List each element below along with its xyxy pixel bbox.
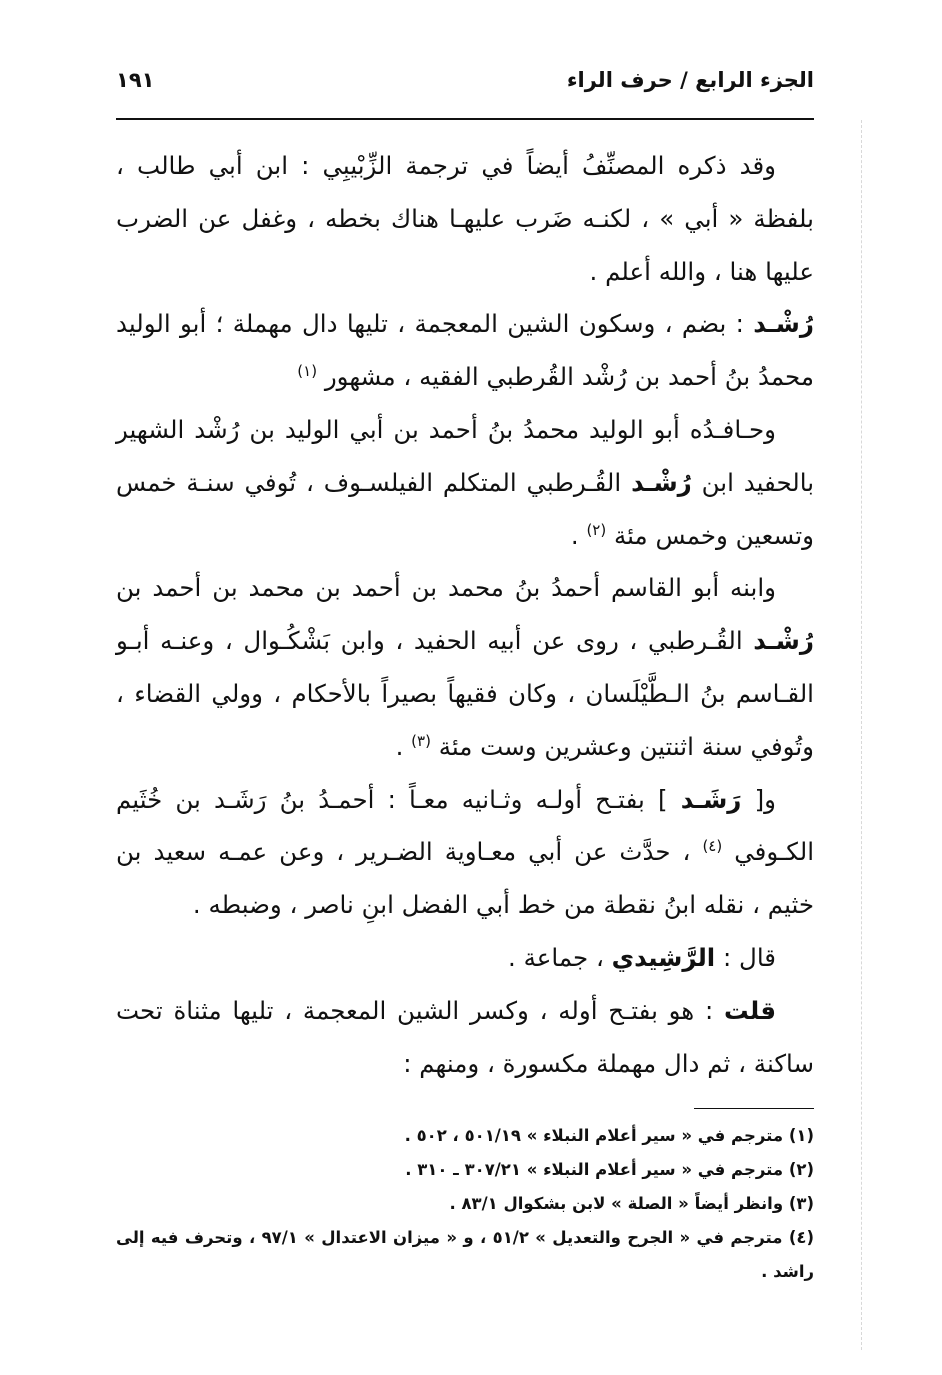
- paragraph-4: [116, 562, 814, 773]
- paragraph-6: قال : الرَّشِيدي ، جماعة .: [508, 942, 776, 972]
- footnote-ref-4[interactable]: (٤): [702, 837, 723, 856]
- footnote-ref-3[interactable]: (٣): [411, 731, 431, 750]
- footnote-4: (٤) مترجم في « الجرح والتعديل » ٥١/٢ ، و « ميزان الاعتدال » ٩٧/١ ، وتحرف فيه إلى راشد .: [116, 1228, 814, 1282]
- paragraph-5: [116, 774, 814, 932]
- scan-margin-line: [861, 120, 862, 1350]
- footnotes: [116, 1119, 814, 1289]
- footnote-2: (٢) مترجم في « سير أعلام النبلاء » ٣٠٧/٢١ ـ ٣١٠ .: [405, 1160, 814, 1180]
- footnote-ref-2[interactable]: (٢): [586, 520, 607, 539]
- paragraph-3-text: وحـافـدُه أبو الوليد محمدُ بنُ أحمد بن أبي الوليد بن رُشْد الشهير بالحفيد ابن رُشْـد القُـرطبي المتكلم الفيلسـوف ، تُوفي سنـة خمس وتسعين وخمس مئة: [116, 414, 815, 550]
- paragraph-4-period: .: [395, 731, 404, 761]
- main-text: [116, 140, 814, 1090]
- paragraph-1: وقد ذكره المصنِّفُ أيضاً في ترجمة الزِّبْيبِي : ابن أبي طالب ، بلفظة « أبي » ، لكنـه ضَرب عليهـا هناك بخطه ، وغفل عن الضرب عليها هنا ، والله أعلم .: [116, 151, 814, 286]
- paragraph-3-period: .: [570, 520, 579, 550]
- paragraph-5-text-a: و[ رَشَـد ] بفتـح أولـه وثـانيه معـاً : أحمـدُ بنُ رَشَـد بن خُثَيم الكـوفي: [116, 784, 815, 867]
- paragraph-4-text: وابنه أبو القاسم أحمدُ بنُ محمد بن أحمد بن محمد بن أحمد بن رُشْـد القُـرطبي ، روى عن أبيه الحفيد ، وابن بَشْكُـوال ، وعنـه أبـو القـاسم بنُ الـطَّيْلَسان ، وكان فقيهاً بصيراً بالأحكام ، وولي القضاء ، وتُوفي سنة اثنتين وعشرين وست مئة: [116, 573, 814, 761]
- footnote-separator: [694, 1108, 814, 1109]
- book-page: [116, 68, 814, 1289]
- footnote-ref-1[interactable]: (١): [297, 362, 318, 381]
- running-title: الجزء الرابع / حرف الراء: [566, 68, 814, 92]
- page-header: [116, 68, 814, 114]
- paragraph-3: [116, 404, 814, 562]
- footnote-3: (٣) وانظر أيضاً « الصلة » لابن بشكوال ٨٣/١ .: [449, 1194, 814, 1214]
- header-rule: [116, 118, 814, 120]
- paragraph-2: [116, 298, 814, 404]
- page-number: ١٩١: [116, 68, 155, 92]
- footnote-1: (١) مترجم في « سير أعلام النبلاء » ٥٠١/١٩ ، ٥٠٢ .: [404, 1126, 814, 1146]
- paragraph-7: قلت : هو بفتـح أوله ، وكسر الشين المعجمة ، تليها مثناة تحت ساكنة ، ثم دال مهملة مكسورة ، ومنهم :: [116, 995, 814, 1078]
- paragraph-2-text: رُشْـد : بضم ، وسكون الشين المعجمة ، تليها دال مهملة ؛ أبو الوليد محمدُ بنُ أحمد بن رُشْد القُرطبي الفقيه ، مشهور: [116, 309, 814, 392]
- paragraph-5-text-b: ، حدَّث عن أبي معـاوية الضـرير ، وعن عمـه سعيد بن خثيم ، نقله ابنُ نقطة من خط أبي الفضل ابنِ ناصر ، وضبطه .: [116, 837, 814, 920]
